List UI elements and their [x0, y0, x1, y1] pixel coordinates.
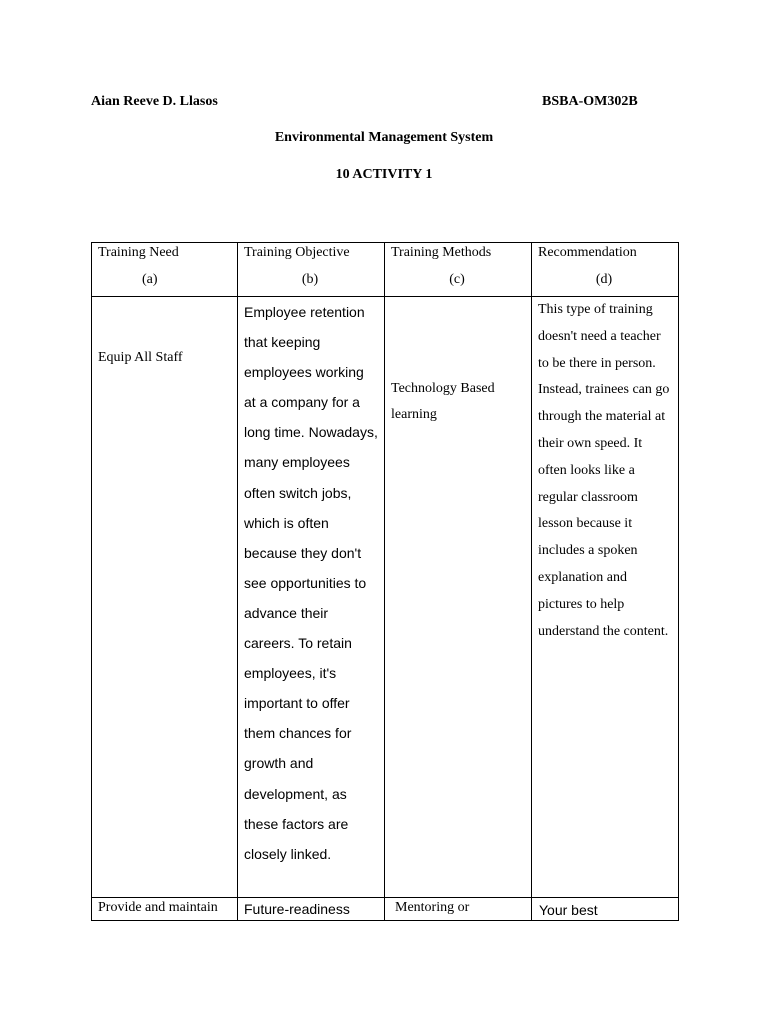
cell-training-need: Provide and maintain [92, 898, 238, 921]
column-sub-label: (d) [595, 272, 613, 287]
document-title: Environmental Management System [274, 130, 494, 145]
header-cell-recommendation [532, 243, 679, 297]
column-label: Recommendation [538, 245, 637, 260]
cell-training-objective: Future-readiness [238, 898, 385, 921]
column-sub-label: (c) [449, 272, 465, 287]
cell-recommendation: This type of training doesn't need a teacher to be there in person. Instead, trainees can go through the material at their own speed. It often looks like a regular classroom lesson because it includes a spoken explanation and pictures to help understand the content. [532, 297, 679, 898]
header-cell-training-methods [385, 243, 532, 297]
cell-recommendation: Your best [532, 898, 679, 921]
table-row [92, 297, 679, 898]
column-label: Training Objective [244, 245, 350, 260]
table-header-row [92, 243, 679, 297]
column-label: Training Methods [391, 245, 492, 260]
cell-training-objective: Employee retention that keeping employees working at a company for a long time. Nowadays, many employees often switch jobs, which is often because they don't see opportunities to advance their careers. To retain employees, it's important to offer them chances for growth and development, as these factors are closely linked. [238, 297, 385, 898]
table-row [92, 898, 679, 921]
header-cell-training-need [92, 243, 238, 297]
activity-title: 10 ACTIVITY 1 [335, 167, 433, 182]
column-label: Training Need [98, 245, 179, 260]
cell-training-need: Equip All Staff [92, 297, 238, 898]
training-table [91, 242, 679, 921]
section-code: BSBA-OM302B [542, 94, 638, 109]
student-name: Aian Reeve D. Llasos [91, 94, 218, 109]
cell-training-method: Technology Based learning [385, 297, 532, 898]
column-sub-label: (a) [142, 272, 158, 287]
cell-training-method: Mentoring or [385, 898, 532, 921]
column-sub-label: (b) [301, 272, 319, 287]
header-cell-training-objective [238, 243, 385, 297]
